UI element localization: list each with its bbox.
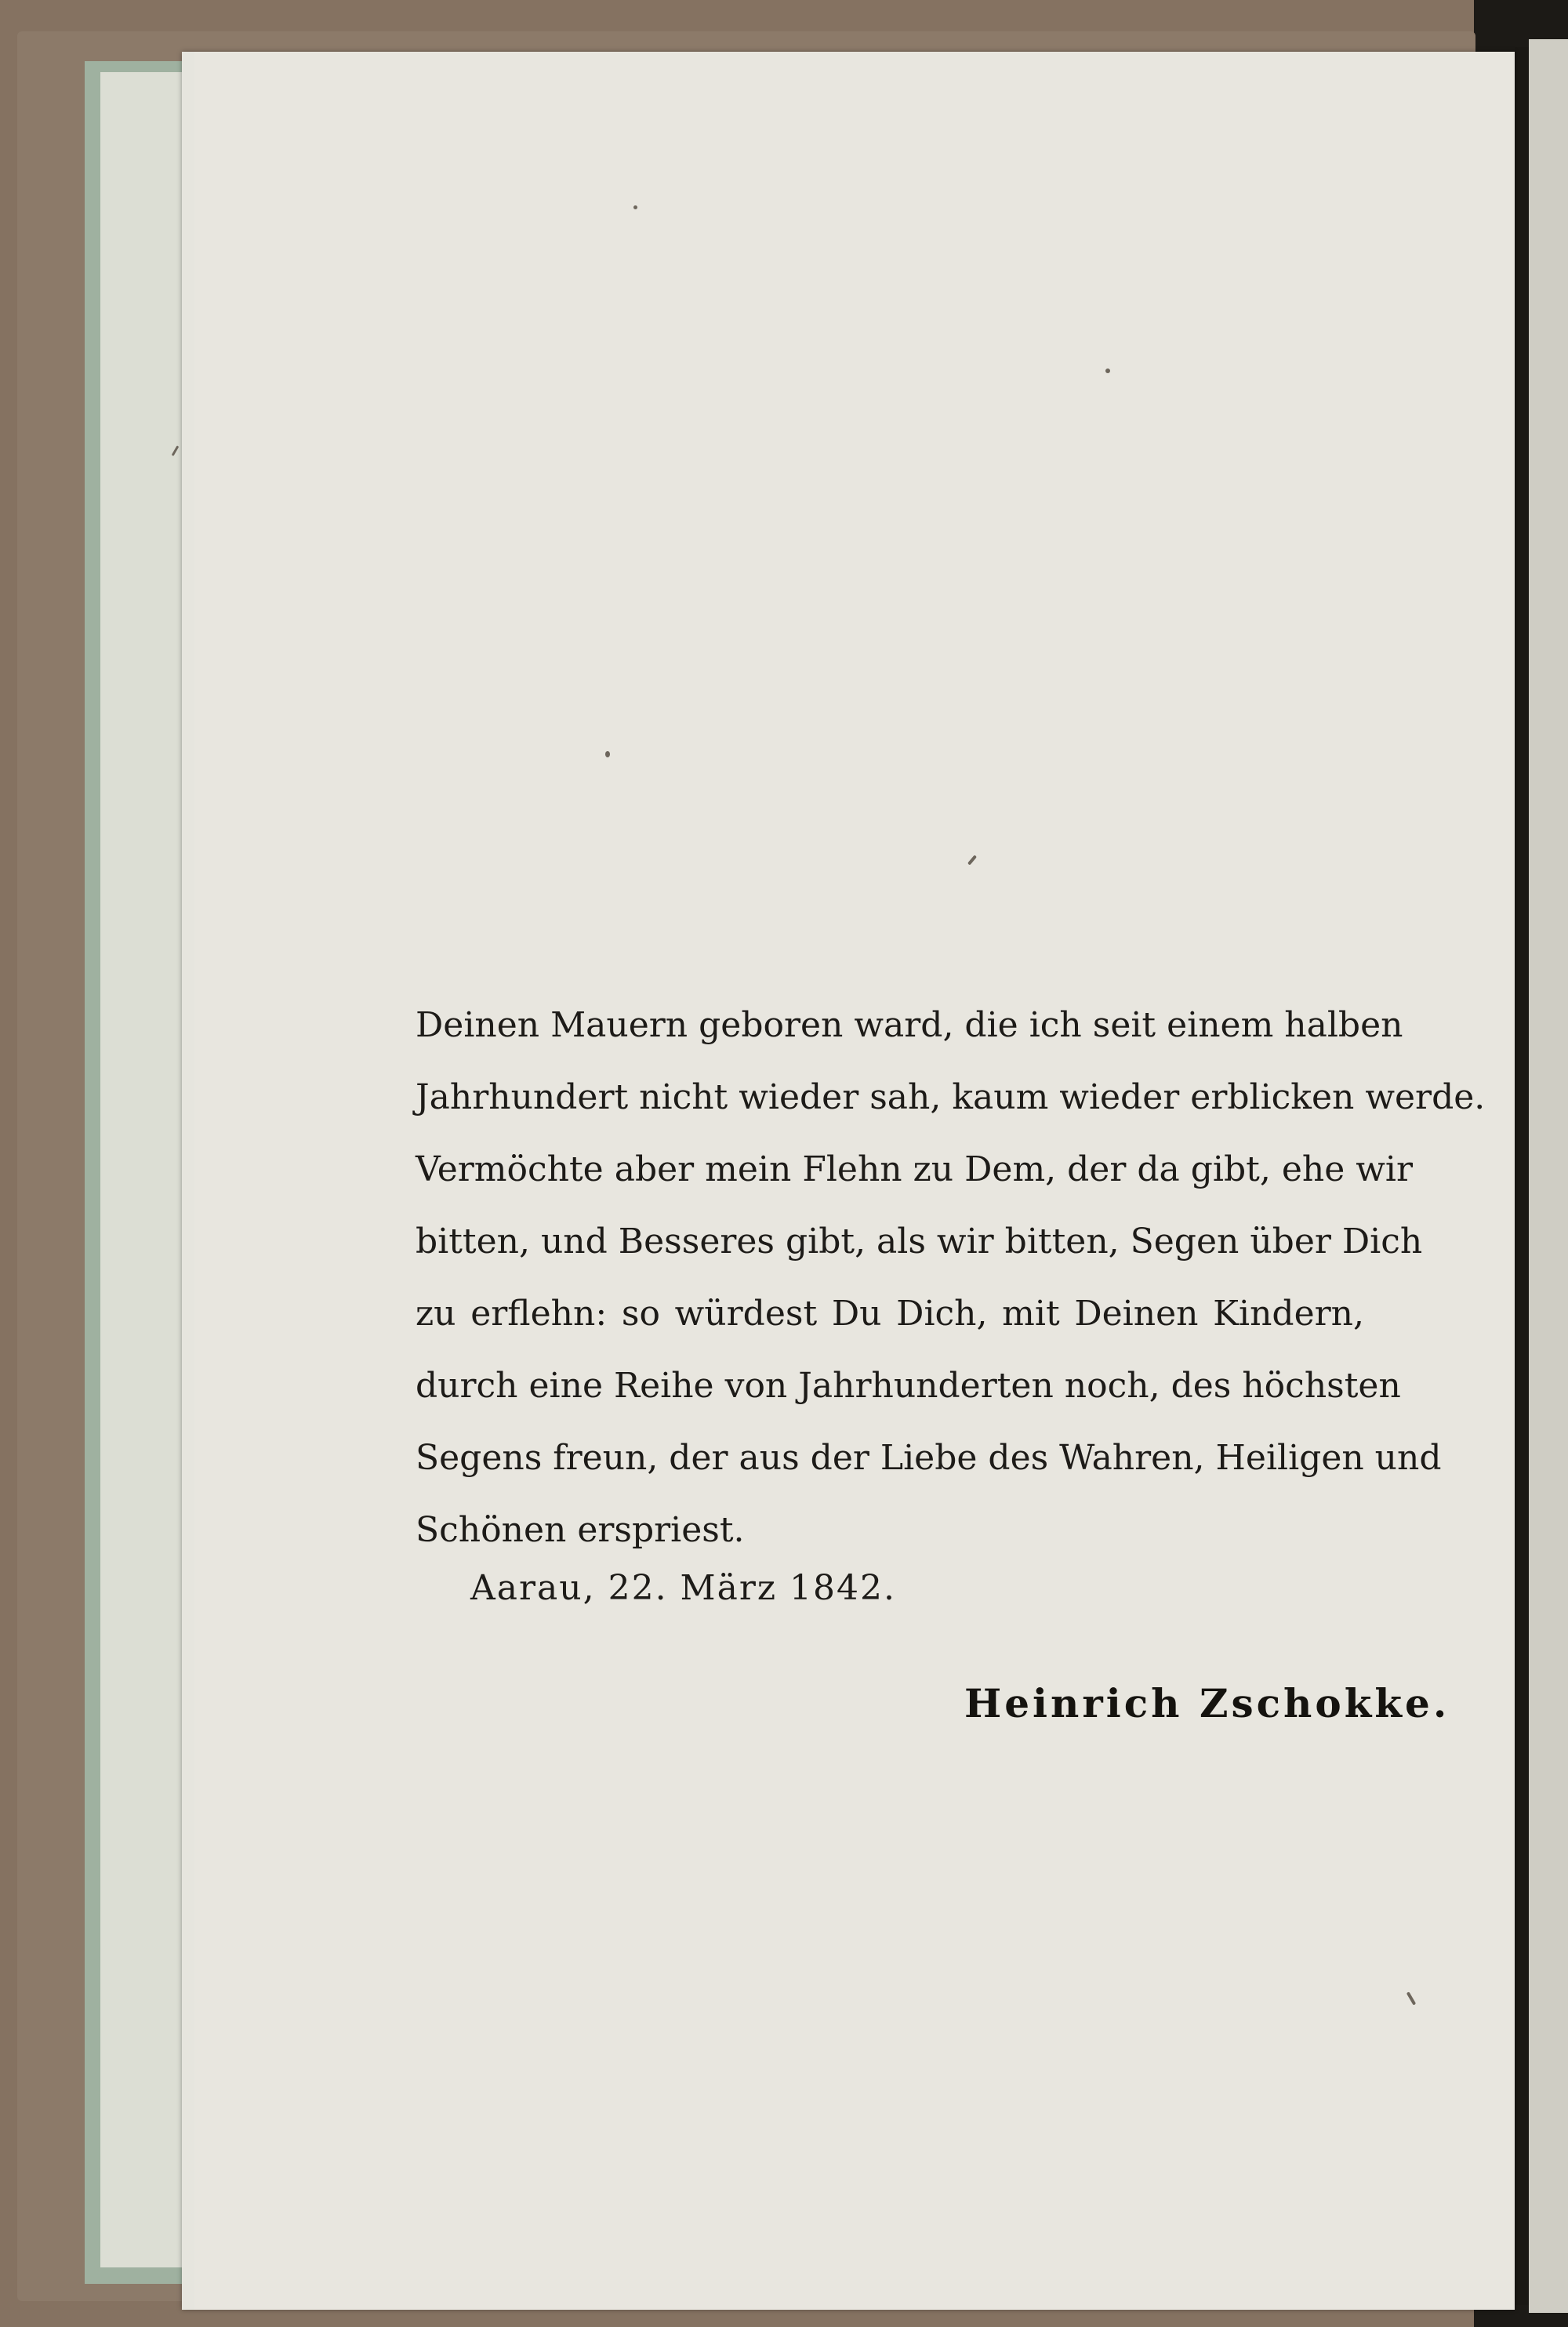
paper-speck	[633, 205, 637, 209]
place-and-date: Aarau, 22. März 1842.	[470, 1568, 896, 1608]
dedication-text	[416, 989, 1486, 1566]
gutter	[1515, 47, 1529, 2305]
text-line: Jahrhundert nicht wieder sah, kaum wieder erblicken werde.	[416, 1077, 1486, 1117]
text-line: Segens freun, der aus der Liebe des Wahren, Heiligen und	[416, 1438, 1442, 1478]
author-signature: Heinrich Zschokke.	[964, 1680, 1450, 1726]
text-line: durch eine Reihe von Jahrhunderten noch, des höchsten	[416, 1366, 1401, 1406]
facing-page-edge	[1529, 39, 1568, 2313]
text-line: bitten, und Besseres gibt, als wir bitten, Segen über Dich	[416, 1222, 1423, 1262]
text-line: Schönen erspriest.	[416, 1510, 745, 1550]
text-line: Vermöchte aber mein Flehn zu Dem, der da gibt, ehe wir	[416, 1149, 1413, 1189]
paper-speck	[605, 751, 610, 757]
text-line: Deinen Mauern geboren ward, die ich seit einem halben	[416, 1005, 1403, 1045]
text-line: zu erflehn: so würdest Du Dich, mit Deinen Kindern,	[416, 1294, 1364, 1334]
paper-speck	[1105, 368, 1110, 373]
